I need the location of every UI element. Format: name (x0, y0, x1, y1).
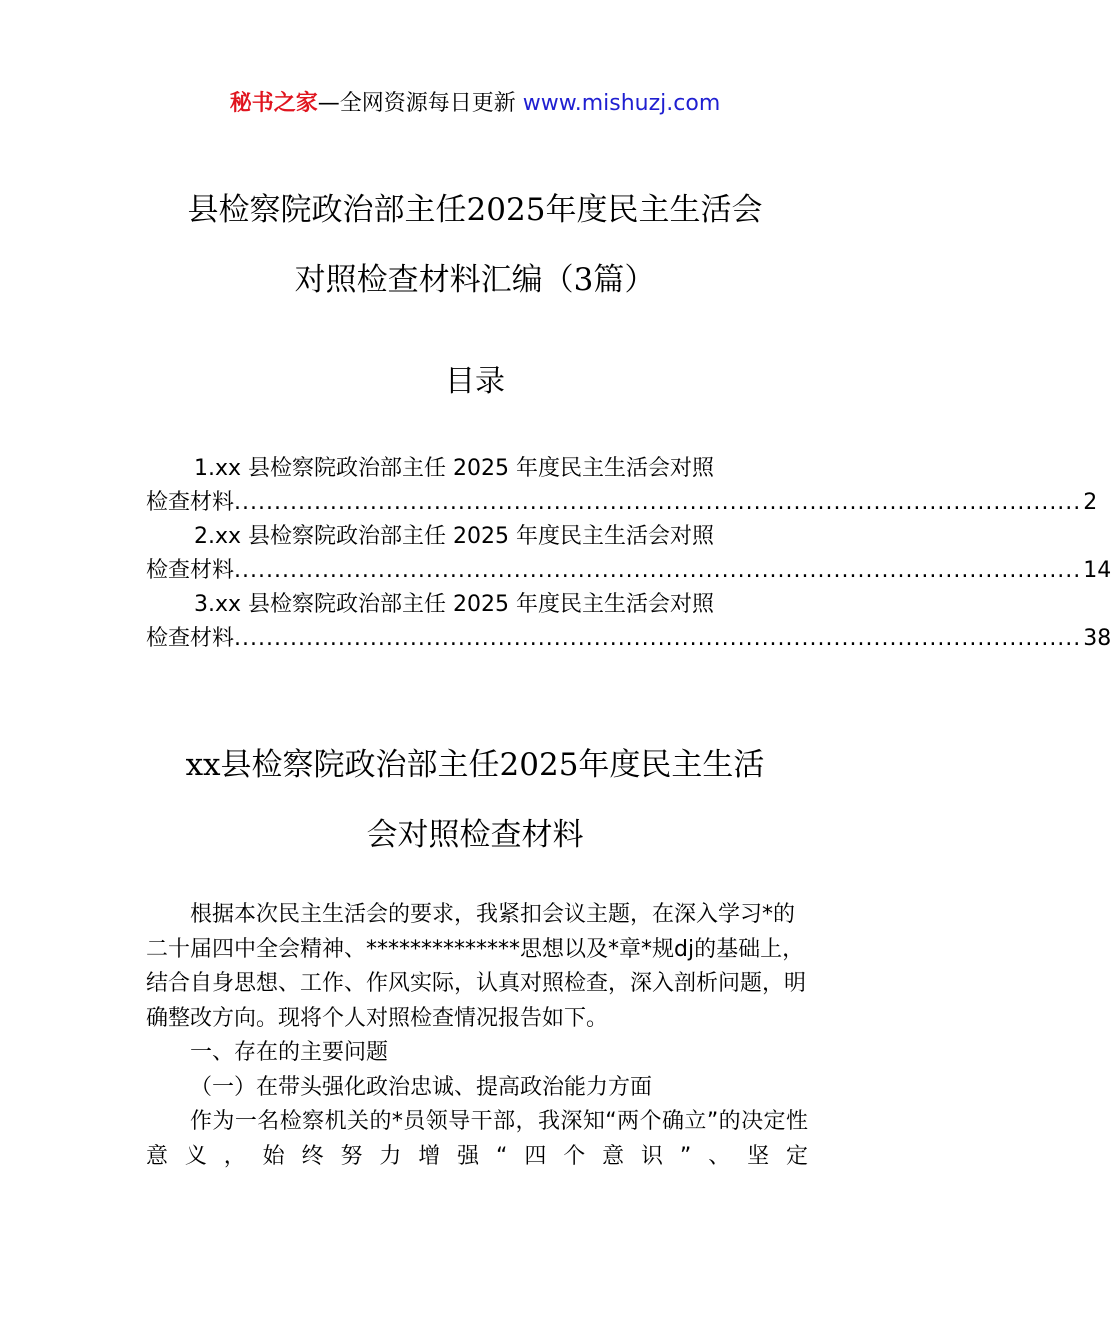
toc-leader-dots: .......................................................................................................... (234, 626, 1082, 651)
main-title-line1: 县检察院政治部主任2025年度民主生活会 (187, 192, 763, 228)
toc-page-number: 2 (1083, 490, 1098, 515)
toc-entry-title: 2.xx 县检察院政治部主任 2025 年度民主生活会对照 (194, 524, 714, 549)
toc-entry-title-cont: 检查材料 (146, 490, 235, 515)
table-of-contents (146, 452, 1111, 656)
site-url-link[interactable]: www.mishuzj.com (522, 91, 721, 116)
toc-entry-title-cont: 检查材料 (146, 626, 235, 651)
toc-entry-2[interactable] (146, 520, 1111, 588)
subsection-heading-1: （一）在带头强化政治忠诚、提高政治能力方面 (190, 1074, 653, 1100)
intro-paragraph: 根据本次民主生活会的要求，我紧扣会议主题，在深入学习*的二十届四中全会精神、**************思想以及*章*规dj的基础上，结合自身思想、工作、作风实际，认真对照检查，深入剖析问题，明确整改方向。现将个人对照检查情况报告如下。 (146, 902, 807, 1031)
site-brand: 秘书之家 (229, 91, 318, 116)
section-title-line2: 会对照检查材料 (366, 817, 584, 853)
toc-entry-title-cont: 检查材料 (146, 558, 235, 583)
toc-entry-title: 1.xx 县检察院政治部主任 2025 年度民主生活会对照 (194, 456, 714, 481)
main-title-line2: 对照检查材料汇编（3篇） (294, 262, 656, 298)
site-tagline: —全网资源每日更新 (317, 91, 523, 116)
section-heading-1: 一、存在的主要问题 (190, 1040, 389, 1065)
site-header (0, 86, 950, 122)
toc-page-number: 38 (1083, 626, 1111, 651)
body-paragraph-1: 作为一名检察机关的*员领导干部，我深知“两个确立”的决定性意义，始终努力增强“四个意识”、坚定 (146, 1109, 808, 1169)
document-body (146, 898, 808, 1174)
toc-entry-title: 3.xx 县检察院政治部主任 2025 年度民主生活会对照 (194, 592, 714, 617)
section-title-line1: xx县检察院政治部主任2025年度民主生活 (185, 747, 765, 783)
toc-entry-3[interactable] (146, 588, 1111, 656)
toc-heading: 目录 (445, 364, 505, 399)
toc-entry-1[interactable] (146, 452, 1098, 520)
toc-leader-dots: .......................................................................................................... (234, 490, 1082, 515)
toc-page-number: 14 (1083, 558, 1111, 583)
toc-leader-dots: .......................................................................................................... (234, 558, 1082, 583)
